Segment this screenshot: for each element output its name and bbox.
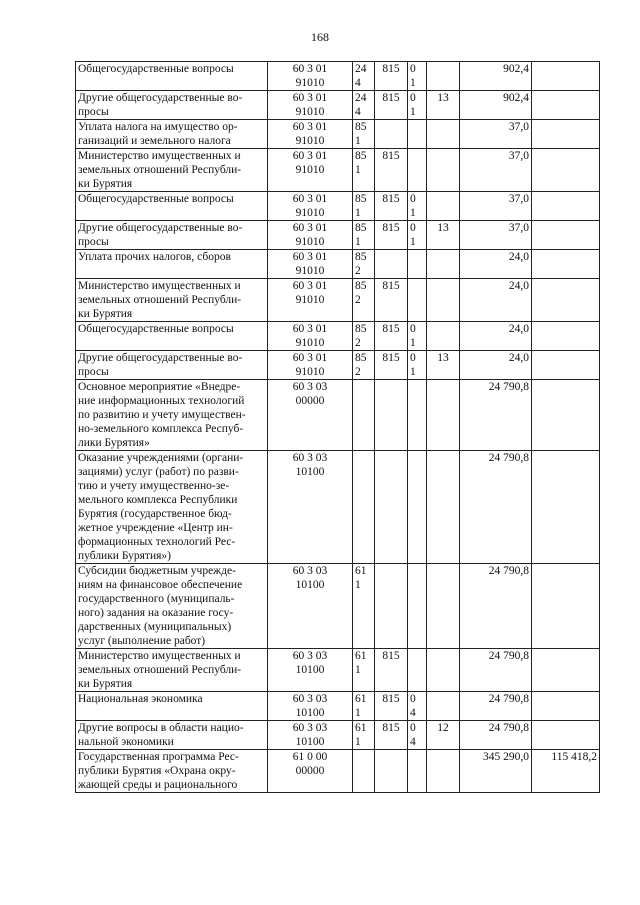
subsection-cell — [427, 91, 460, 120]
amount-cell-text: 24 790,8 — [488, 722, 529, 734]
amount-next-cell — [532, 221, 600, 250]
row-name-cell-text: Министерство имущественных и земельных отношений Республи- ки Бурятия — [78, 650, 242, 690]
ministry-code-cell — [375, 322, 408, 351]
row-name-cell — [76, 750, 268, 793]
program-code-cell-text: 60 3 01 91010 — [292, 323, 328, 349]
row-name-cell — [76, 91, 268, 120]
amount-cell — [460, 221, 532, 250]
program-code-cell-text: 60 3 03 10100 — [292, 693, 328, 719]
amount-cell-text: 24 790,8 — [488, 650, 529, 662]
section-cell — [408, 451, 427, 564]
row-name-cell-text: Основное мероприятие «Внедре- ние информационных технологий по развитию и учету имуществен- но-земельного комплекса Респуб- лики Бурятия» — [78, 381, 246, 449]
table-row — [76, 451, 600, 564]
section-cell-text: 0 1 — [410, 92, 416, 118]
row-name-cell-text: Оказание учреждениями (органи- зациями) услуг (работ) по разви- тию и учету имущественно-зе- мельного комплекса Республики Бурятия (государственное бюд- жетное учреждение «Центр ин- формационных технологий Рес- публики Бурятия») — [78, 452, 244, 562]
amount-next-cell — [532, 564, 600, 649]
expense-type-cell-text: 24 4 — [355, 92, 367, 118]
amount-cell-text: 345 290,0 — [483, 751, 529, 763]
row-name-cell-text: Государственная программа Рес- публики Бурятия «Охрана окру- жающей среды и рационального — [78, 751, 239, 791]
table-row — [76, 120, 600, 149]
program-code-cell-text: 60 3 01 91010 — [292, 121, 328, 147]
ministry-code-cell — [375, 351, 408, 380]
page-number: 168 — [311, 30, 329, 44]
table-row — [76, 721, 600, 750]
ministry-code-cell — [375, 192, 408, 221]
subsection-cell — [427, 692, 460, 721]
table-row — [76, 221, 600, 250]
expense-type-cell-text: 24 4 — [355, 63, 367, 89]
amount-cell — [460, 62, 532, 91]
section-cell-text: 0 4 — [410, 693, 416, 719]
ministry-code-cell-text: 815 — [382, 693, 400, 705]
amount-next-cell — [532, 62, 600, 91]
amount-cell — [460, 721, 532, 750]
amount-cell — [460, 564, 532, 649]
row-name-cell-text: Уплата налога на имущество ор- ганизаций и земельного налога — [78, 121, 238, 147]
amount-next-cell — [532, 649, 600, 692]
ministry-code-cell — [375, 221, 408, 250]
row-name-cell — [76, 564, 268, 649]
section-cell — [408, 91, 427, 120]
expense-type-cell-text: 61 1 — [355, 693, 367, 719]
program-code-cell — [268, 62, 353, 91]
subsection-cell — [427, 564, 460, 649]
expense-type-cell — [353, 192, 375, 221]
expense-type-cell-text: 85 1 — [355, 121, 367, 147]
subsection-cell — [427, 149, 460, 192]
program-code-cell — [268, 564, 353, 649]
program-code-cell — [268, 120, 353, 149]
row-name-cell — [76, 451, 268, 564]
ministry-code-cell-text: 815 — [382, 650, 400, 662]
program-code-cell-text: 60 3 03 10100 — [292, 452, 328, 478]
amount-cell-text: 37,0 — [508, 193, 529, 205]
program-code-cell-text: 60 3 01 91010 — [292, 63, 328, 89]
ministry-code-cell — [375, 120, 408, 149]
amount-cell-text: 37,0 — [508, 222, 529, 234]
expense-type-cell — [353, 120, 375, 149]
section-cell — [408, 721, 427, 750]
amount-next-cell — [532, 750, 600, 793]
expense-type-cell — [353, 221, 375, 250]
row-name-cell-text: Общегосударственные вопросы — [78, 193, 234, 205]
table-row — [76, 351, 600, 380]
row-name-cell-text: Национальная экономика — [78, 693, 203, 705]
program-code-cell — [268, 279, 353, 322]
row-name-cell — [76, 192, 268, 221]
subsection-cell-text: 13 — [437, 222, 449, 234]
row-name-cell — [76, 221, 268, 250]
amount-cell-text: 24,0 — [508, 251, 529, 263]
ministry-code-cell — [375, 91, 408, 120]
section-cell — [408, 149, 427, 192]
ministry-code-cell — [375, 692, 408, 721]
expense-type-cell-text: 85 2 — [355, 323, 367, 349]
program-code-cell-text: 60 3 01 91010 — [292, 222, 328, 248]
row-name-cell — [76, 692, 268, 721]
section-cell — [408, 120, 427, 149]
ministry-code-cell — [375, 250, 408, 279]
amount-next-cell — [532, 250, 600, 279]
row-name-cell-text: Субсидии бюджетным учрежде- ниям на финансовое обеспечение государственного (муниципаль- ного) задания на оказание госу- дарственных (муниципальных) услуг (выполнение работ) — [78, 565, 243, 647]
section-cell-text: 0 4 — [410, 722, 416, 748]
section-cell — [408, 279, 427, 322]
expense-type-cell-text: 61 1 — [355, 565, 367, 591]
expense-type-cell — [353, 279, 375, 322]
subsection-cell-text: 12 — [437, 722, 449, 734]
expense-type-cell — [353, 692, 375, 721]
expense-type-cell — [353, 564, 375, 649]
ministry-code-cell — [375, 279, 408, 322]
table-row — [76, 564, 600, 649]
table-row — [76, 649, 600, 692]
table-row — [76, 322, 600, 351]
section-cell — [408, 649, 427, 692]
amount-cell — [460, 279, 532, 322]
expense-type-cell-text: 85 2 — [355, 280, 367, 306]
expense-type-cell — [353, 91, 375, 120]
row-name-cell-text: Другие общегосударственные во- просы — [78, 352, 243, 378]
program-code-cell — [268, 149, 353, 192]
row-name-cell — [76, 149, 268, 192]
ministry-code-cell-text: 815 — [382, 323, 400, 335]
amount-cell-text: 24,0 — [508, 352, 529, 364]
row-name-cell-text: Общегосударственные вопросы — [78, 63, 234, 75]
row-name-cell — [76, 721, 268, 750]
amount-next-cell — [532, 380, 600, 451]
amount-cell-text: 24 790,8 — [488, 381, 529, 393]
amount-cell — [460, 120, 532, 149]
section-cell — [408, 221, 427, 250]
section-cell-text: 0 1 — [410, 193, 416, 219]
section-cell — [408, 380, 427, 451]
table-row — [76, 62, 600, 91]
ministry-code-cell-text: 815 — [382, 193, 400, 205]
row-name-cell-text: Другие общегосударственные во- просы — [78, 92, 243, 118]
amount-cell — [460, 192, 532, 221]
amount-cell — [460, 351, 532, 380]
subsection-cell — [427, 451, 460, 564]
amount-cell — [460, 250, 532, 279]
amount-next-cell-text: 115 418,2 — [551, 751, 597, 763]
table-row — [76, 91, 600, 120]
amount-cell-text: 37,0 — [508, 150, 529, 162]
amount-cell — [460, 380, 532, 451]
subsection-cell — [427, 380, 460, 451]
ministry-code-cell — [375, 62, 408, 91]
amount-cell-text: 24,0 — [508, 323, 529, 335]
amount-cell-text: 902,4 — [503, 92, 529, 104]
amount-next-cell — [532, 451, 600, 564]
expense-type-cell — [353, 351, 375, 380]
program-code-cell — [268, 649, 353, 692]
amount-cell-text: 24 790,8 — [488, 693, 529, 705]
table-row — [76, 192, 600, 221]
amount-next-cell — [532, 91, 600, 120]
program-code-cell — [268, 451, 353, 564]
amount-cell-text: 24 790,8 — [488, 565, 529, 577]
program-code-cell-text: 60 3 01 91010 — [292, 92, 328, 118]
expense-type-cell — [353, 380, 375, 451]
amount-cell — [460, 692, 532, 721]
program-code-cell — [268, 91, 353, 120]
program-code-cell-text: 60 3 03 10100 — [292, 565, 328, 591]
expense-type-cell — [353, 149, 375, 192]
subsection-cell — [427, 221, 460, 250]
ministry-code-cell — [375, 451, 408, 564]
program-code-cell-text: 60 3 01 91010 — [292, 150, 328, 176]
amount-cell — [460, 322, 532, 351]
section-cell-text: 0 1 — [410, 323, 416, 349]
expense-type-cell-text: 85 1 — [355, 193, 367, 219]
program-code-cell — [268, 322, 353, 351]
program-code-cell-text: 60 3 03 10100 — [292, 650, 328, 676]
expense-type-cell-text: 85 2 — [355, 251, 367, 277]
expense-type-cell-text: 85 2 — [355, 352, 367, 378]
ministry-code-cell — [375, 721, 408, 750]
budget-table — [75, 61, 600, 793]
subsection-cell — [427, 250, 460, 279]
amount-cell — [460, 149, 532, 192]
ministry-code-cell — [375, 380, 408, 451]
section-cell — [408, 62, 427, 91]
ministry-code-cell-text: 815 — [382, 150, 400, 162]
row-name-cell-text: Другие вопросы в области нацио- нальной экономики — [78, 722, 244, 748]
amount-cell — [460, 91, 532, 120]
subsection-cell — [427, 750, 460, 793]
section-cell — [408, 351, 427, 380]
subsection-cell — [427, 322, 460, 351]
expense-type-cell — [353, 322, 375, 351]
ministry-code-cell — [375, 564, 408, 649]
subsection-cell — [427, 649, 460, 692]
row-name-cell-text: Министерство имущественных и земельных отношений Республи- ки Бурятия — [78, 150, 242, 190]
section-cell — [408, 750, 427, 793]
program-code-cell — [268, 692, 353, 721]
subsection-cell — [427, 192, 460, 221]
ministry-code-cell-text: 815 — [382, 222, 400, 234]
expense-type-cell-text: 85 1 — [355, 150, 367, 176]
section-cell-text: 0 1 — [410, 222, 416, 248]
program-code-cell-text: 60 3 03 00000 — [292, 381, 328, 407]
subsection-cell — [427, 62, 460, 91]
expense-type-cell — [353, 451, 375, 564]
row-name-cell — [76, 279, 268, 322]
program-code-cell-text: 60 3 01 91010 — [292, 280, 328, 306]
program-code-cell-text: 60 3 01 91010 — [292, 251, 328, 277]
row-name-cell-text: Другие общегосударственные во- просы — [78, 222, 243, 248]
program-code-cell-text: 61 0 00 00000 — [292, 751, 328, 777]
program-code-cell — [268, 250, 353, 279]
program-code-cell — [268, 721, 353, 750]
ministry-code-cell-text: 815 — [382, 280, 400, 292]
ministry-code-cell-text: 815 — [382, 92, 400, 104]
program-code-cell — [268, 192, 353, 221]
amount-cell-text: 24 790,8 — [488, 452, 529, 464]
table-row — [76, 380, 600, 451]
amount-cell-text: 902,4 — [503, 63, 529, 75]
row-name-cell — [76, 322, 268, 351]
ministry-code-cell — [375, 149, 408, 192]
program-code-cell — [268, 221, 353, 250]
amount-cell-text: 24,0 — [508, 280, 529, 292]
ministry-code-cell-text: 815 — [382, 63, 400, 75]
amount-next-cell — [532, 120, 600, 149]
amount-cell-text: 37,0 — [508, 121, 529, 133]
expense-type-cell — [353, 62, 375, 91]
section-cell — [408, 564, 427, 649]
table-row — [76, 149, 600, 192]
amount-next-cell — [532, 149, 600, 192]
program-code-cell-text: 60 3 01 91010 — [292, 193, 328, 219]
row-name-cell — [76, 250, 268, 279]
expense-type-cell — [353, 750, 375, 793]
row-name-cell — [76, 649, 268, 692]
program-code-cell — [268, 380, 353, 451]
row-name-cell — [76, 120, 268, 149]
subsection-cell — [427, 721, 460, 750]
amount-cell — [460, 649, 532, 692]
table-row — [76, 750, 600, 793]
section-cell-text: 0 1 — [410, 352, 416, 378]
program-code-cell — [268, 750, 353, 793]
section-cell-text: 0 1 — [410, 63, 416, 89]
expense-type-cell — [353, 250, 375, 279]
subsection-cell-text: 13 — [437, 352, 449, 364]
amount-next-cell — [532, 192, 600, 221]
row-name-cell — [76, 351, 268, 380]
expense-type-cell-text: 61 1 — [355, 650, 367, 676]
section-cell — [408, 322, 427, 351]
ministry-code-cell-text: 815 — [382, 352, 400, 364]
program-code-cell — [268, 351, 353, 380]
section-cell — [408, 250, 427, 279]
row-name-cell — [76, 380, 268, 451]
subsection-cell-text: 13 — [437, 92, 449, 104]
expense-type-cell-text: 61 1 — [355, 722, 367, 748]
amount-next-cell — [532, 721, 600, 750]
table-row — [76, 250, 600, 279]
subsection-cell — [427, 120, 460, 149]
amount-next-cell — [532, 351, 600, 380]
section-cell — [408, 692, 427, 721]
program-code-cell-text: 60 3 03 10100 — [292, 722, 328, 748]
ministry-code-cell-text: 815 — [382, 722, 400, 734]
amount-next-cell — [532, 692, 600, 721]
expense-type-cell — [353, 721, 375, 750]
ministry-code-cell — [375, 649, 408, 692]
subsection-cell — [427, 351, 460, 380]
amount-next-cell — [532, 279, 600, 322]
subsection-cell — [427, 279, 460, 322]
row-name-cell-text: Общегосударственные вопросы — [78, 323, 234, 335]
row-name-cell-text: Уплата прочих налогов, сборов — [78, 251, 231, 263]
amount-cell — [460, 750, 532, 793]
ministry-code-cell — [375, 750, 408, 793]
table-row — [76, 692, 600, 721]
expense-type-cell — [353, 649, 375, 692]
amount-cell — [460, 451, 532, 564]
amount-next-cell — [532, 322, 600, 351]
row-name-cell-text: Министерство имущественных и земельных отношений Республи- ки Бурятия — [78, 280, 242, 320]
table-row — [76, 279, 600, 322]
table-body — [76, 62, 600, 793]
row-name-cell — [76, 62, 268, 91]
expense-type-cell-text: 85 1 — [355, 222, 367, 248]
program-code-cell-text: 60 3 01 91010 — [292, 352, 328, 378]
section-cell — [408, 192, 427, 221]
